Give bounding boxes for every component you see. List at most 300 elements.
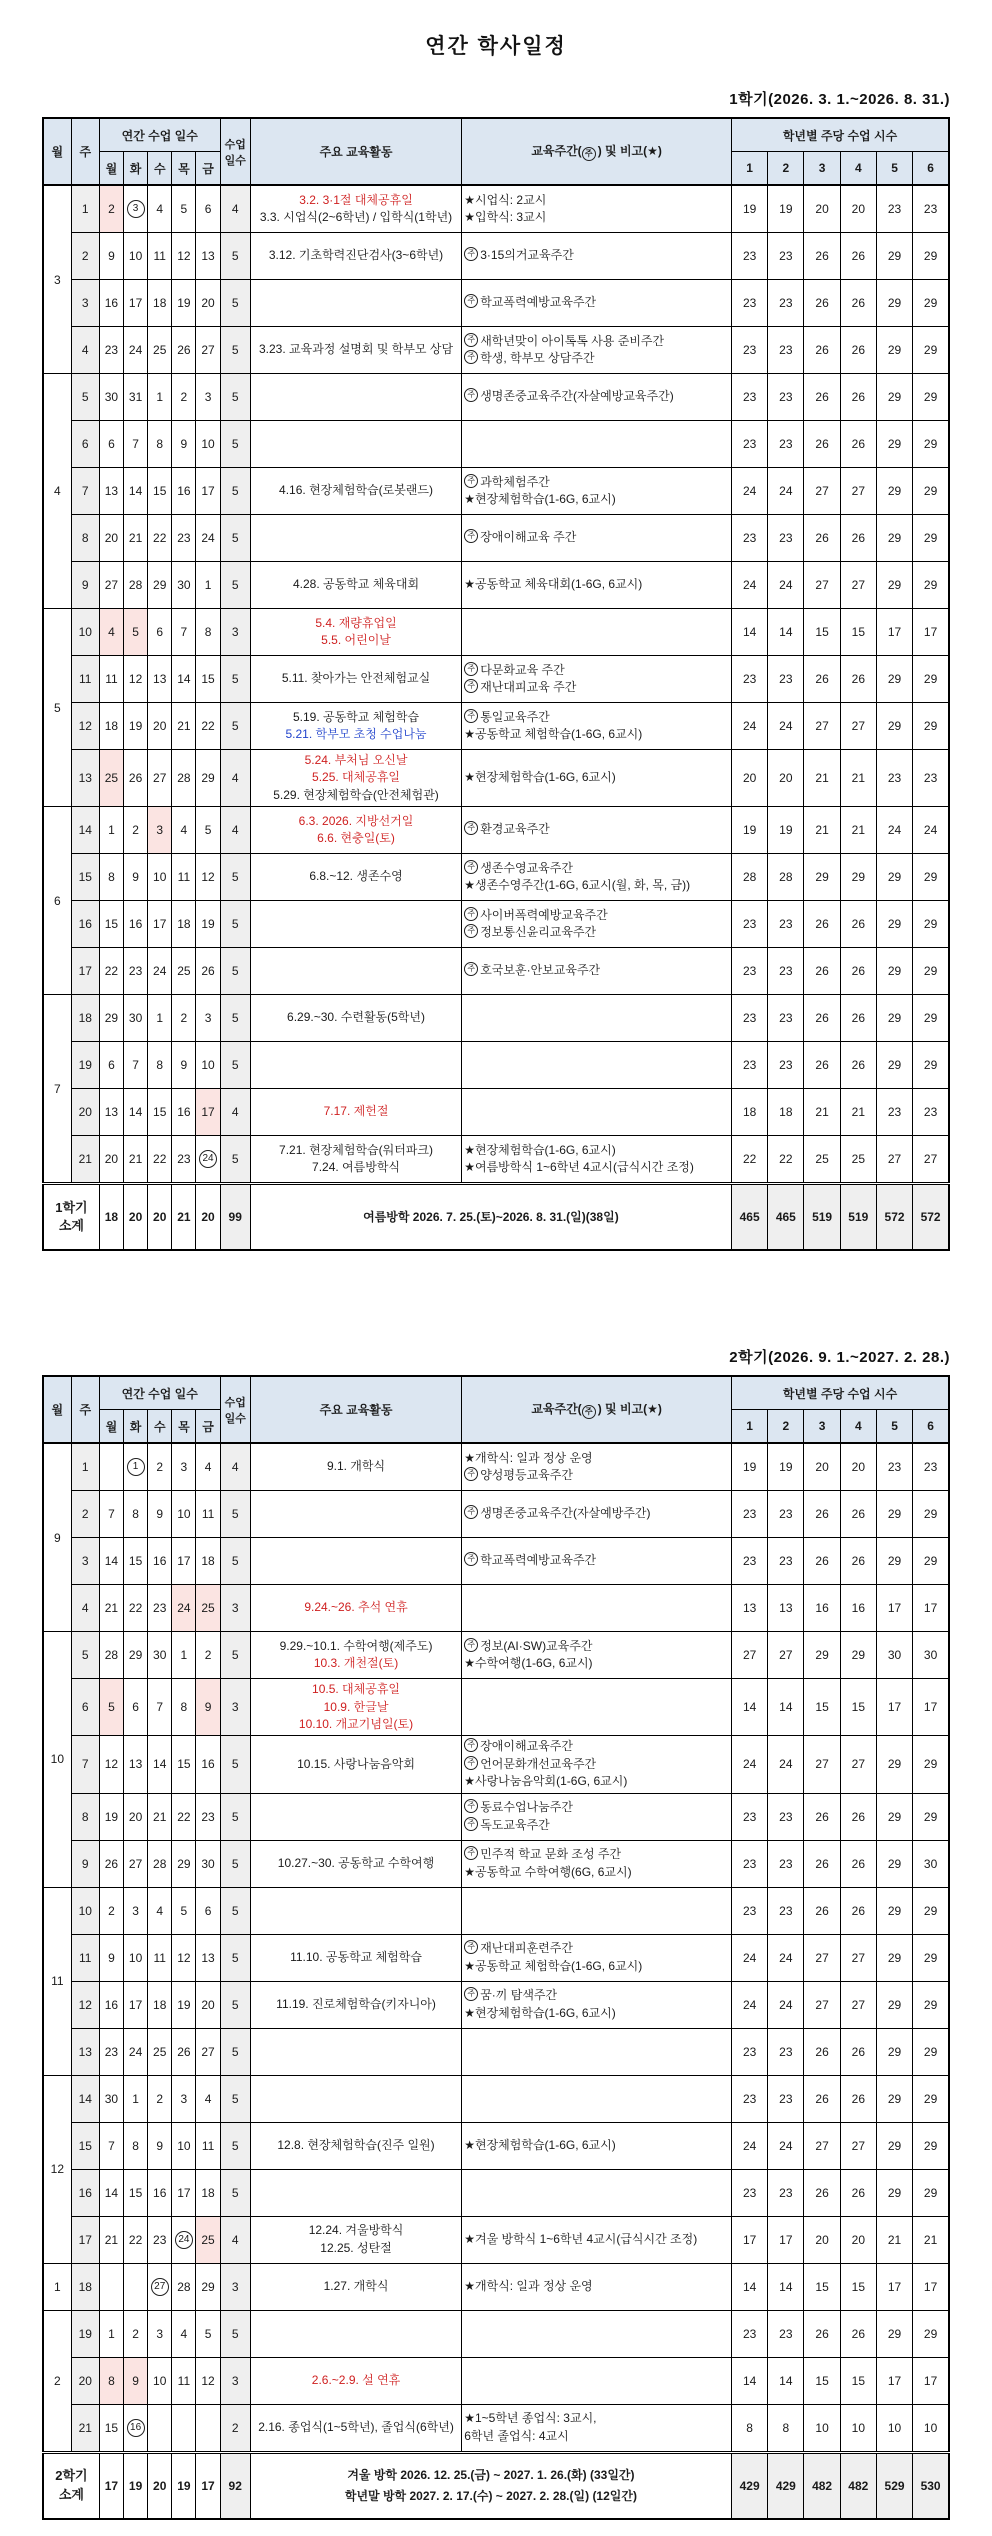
week-row (43, 2216, 949, 2263)
week-row (43, 2028, 949, 2075)
week-number-cell: 6 (71, 421, 99, 468)
date-cell: 28 (172, 2263, 196, 2310)
date-cell: 31 (124, 374, 148, 421)
activities-cell (250, 2263, 461, 2310)
date-cell (99, 2263, 123, 2310)
grade-4-hours-cell: 26 (840, 656, 876, 703)
grade-1-hours-cell: 23 (732, 280, 768, 327)
grade-6-hours-cell: 29 (913, 703, 949, 750)
header-notes: 교육주간( 주 ) 및 비고(★) (462, 1376, 732, 1443)
date-cell: 7 (124, 421, 148, 468)
date-cell: 15 (124, 1538, 148, 1585)
summary-weekday-total: 20 (124, 1184, 148, 1251)
grade-3-hours-cell: 26 (804, 948, 840, 995)
note-text: 겨울 방학식 1~6학년 4교시(급식시간 조정) (474, 2231, 698, 2246)
grade-2-hours-cell: 23 (768, 1538, 804, 1585)
activity-line: 1.27. 개학식 (323, 2278, 389, 2293)
grade-4-hours-cell: 26 (840, 2028, 876, 2075)
grade-6-hours-cell: 23 (913, 1443, 949, 1491)
activities-cell (250, 233, 461, 280)
activity-line: 12.25. 성탄절 (320, 2240, 392, 2255)
activity-line: 6.8.~12. 생존수영 (309, 869, 403, 884)
circled-date: 27 (151, 2278, 169, 2296)
circled-ju-marker: 주 (464, 350, 478, 364)
header-weekly-hours: 학년별 주당 수업 시수 (732, 118, 950, 152)
note-line (464, 294, 729, 311)
header-activities: 주요 교육활동 (250, 1376, 461, 1443)
grade-2-hours-cell: 23 (768, 1042, 804, 1089)
grade-5-hours-cell: 29 (876, 2028, 912, 2075)
activity-line: 5.11. 찾아가는 안전체험교실 (281, 671, 431, 686)
week-row (43, 185, 949, 233)
grade-6-hours-cell: 29 (913, 1887, 949, 1934)
notes-cell (462, 807, 732, 854)
date-cell: 29 (172, 1840, 196, 1887)
week-row (43, 948, 949, 995)
grade-2-hours-cell: 23 (768, 2310, 804, 2357)
star-marker: ★ (464, 1864, 475, 1879)
grade-1-hours-cell: 24 (732, 1736, 768, 1793)
header-week: 주 (71, 1376, 99, 1443)
date-cell: 29 (196, 750, 220, 807)
grade-3-hours-cell: 26 (804, 2169, 840, 2216)
grade-4-hours-cell: 26 (840, 1793, 876, 1840)
week-number-cell: 19 (71, 1042, 99, 1089)
header-grade-2: 2 (768, 152, 804, 186)
grade-3-hours-cell: 27 (804, 562, 840, 609)
activities-cell (250, 2216, 461, 2263)
grade-3-hours-cell: 26 (804, 656, 840, 703)
grade-6-hours-cell: 29 (913, 1042, 949, 1089)
grade-6-hours-cell: 29 (913, 995, 949, 1042)
semester2-header (43, 1376, 949, 1443)
week-number-cell: 7 (71, 1736, 99, 1793)
grade-4-hours-cell: 16 (840, 1585, 876, 1632)
header-row-1 (43, 118, 949, 152)
grade-4-hours-cell: 27 (840, 562, 876, 609)
notes-cell (462, 2169, 732, 2216)
date-cell: 24 (124, 327, 148, 374)
date-cell: 11 (196, 2122, 220, 2169)
summary-weekday-total: 20 (196, 1184, 220, 1251)
note-text: 사랑나눔음악회(1-6G, 6교시) (474, 1774, 628, 1789)
grade-6-hours-cell: 29 (913, 2169, 949, 2216)
date-cell: 14 (99, 1538, 123, 1585)
summary-weekday-total: 20 (148, 1184, 172, 1251)
vacation-info-cell: 여름방학 2026. 7. 25.(토)~2026. 8. 31.(일)(38일) (250, 1184, 731, 1251)
class-days-cell: 5 (220, 2075, 250, 2122)
date-cell: 24 (148, 948, 172, 995)
month-cell: 4 (43, 374, 71, 609)
grade-5-hours-cell: 29 (876, 562, 912, 609)
date-cell: 22 (172, 1793, 196, 1840)
activity-line: 5.19. 공동학교 체험학습 (292, 709, 420, 724)
date-cell: 4 (172, 2310, 196, 2357)
notes-cell (462, 2310, 732, 2357)
grade-6-hours-cell: 29 (913, 374, 949, 421)
grade-2-hours-cell: 23 (768, 421, 804, 468)
star-marker: ★ (464, 2411, 475, 2426)
date-cell: 7 (172, 609, 196, 656)
notes-cell (462, 2122, 732, 2169)
grade-2-hours-cell: 23 (768, 280, 804, 327)
date-cell: 1 (172, 1632, 196, 1679)
grade-3-hours-cell: 26 (804, 995, 840, 1042)
activity-line: 2.6.~2.9. 설 연휴 (311, 2372, 401, 2387)
week-number-cell: 20 (71, 2357, 99, 2404)
header-weekday-3: 수 (148, 1410, 172, 1444)
week-number-cell: 14 (71, 2075, 99, 2122)
grade-3-hours-cell: 26 (804, 1491, 840, 1538)
grade-4-hours-cell: 26 (840, 1042, 876, 1089)
grade-5-hours-cell: 23 (876, 185, 912, 233)
grade-1-hours-cell: 8 (732, 2404, 768, 2452)
grade-2-hours-cell: 23 (768, 233, 804, 280)
grade-2-hours-cell: 14 (768, 2357, 804, 2404)
note-text: 학교폭력예방교육주간 (480, 1553, 597, 1568)
grade-4-hours-cell: 21 (840, 1089, 876, 1136)
date-cell: 8 (172, 1679, 196, 1736)
activities-cell (250, 280, 461, 327)
date-cell: 18 (196, 1538, 220, 1585)
activities-cell (250, 750, 461, 807)
circled-ju-marker: 주 (464, 860, 478, 874)
date-cell: 6 (196, 185, 220, 233)
grade-5-hours-cell: 29 (876, 995, 912, 1042)
grade-6-hours-cell: 29 (913, 2122, 949, 2169)
grade-4-hours-cell: 27 (840, 1981, 876, 2028)
grade-4-hours-cell: 26 (840, 901, 876, 948)
date-cell: 10 (172, 2122, 196, 2169)
grade-5-hours-cell: 27 (876, 1136, 912, 1184)
date-cell (124, 2263, 148, 2310)
class-days-cell: 5 (220, 421, 250, 468)
circled-ju-marker: 주 (464, 1846, 478, 1860)
grade-5-hours-cell: 29 (876, 1981, 912, 2028)
month-cell: 2 (43, 2310, 71, 2452)
class-days-cell: 5 (220, 995, 250, 1042)
grade-5-hours-cell: 23 (876, 1443, 912, 1491)
note-text: 현장체험학습(1-6G, 6교시) (474, 2137, 616, 2152)
week-row (43, 1679, 949, 1736)
date-cell: 13 (124, 1736, 148, 1793)
week-number-cell: 13 (71, 750, 99, 807)
notes-cell (462, 2028, 732, 2075)
note-line (464, 1655, 729, 1672)
month-cell: 6 (43, 807, 71, 995)
grade-4-hours-cell: 15 (840, 1679, 876, 1736)
grade-4-hours-cell: 27 (840, 2122, 876, 2169)
grade-3-hours-cell: 25 (804, 1136, 840, 1184)
header-grade-6: 6 (913, 1410, 949, 1444)
date-cell: 5 (99, 1679, 123, 1736)
class-days-cell: 5 (220, 515, 250, 562)
class-days-cell: 4 (220, 185, 250, 233)
week-number-cell: 21 (71, 2404, 99, 2452)
date-cell: 12 (196, 2357, 220, 2404)
grade-1-hours-cell: 23 (732, 374, 768, 421)
circled-ju-marker: 주 (464, 529, 478, 543)
circled-ju-marker: 주 (464, 709, 478, 723)
grade-1-hours-cell: 14 (732, 609, 768, 656)
date-cell: 8 (99, 854, 123, 901)
class-days-cell: 5 (220, 656, 250, 703)
date-cell: 20 (196, 1981, 220, 2028)
week-number-cell: 5 (71, 1632, 99, 1679)
grade-6-hours-cell: 29 (913, 562, 949, 609)
grade-1-hours-cell: 23 (732, 421, 768, 468)
date-cell: 3 (124, 1887, 148, 1934)
note-line (464, 962, 729, 979)
week-row (43, 1491, 949, 1538)
grade-2-hours-cell: 23 (768, 1491, 804, 1538)
grade-2-hours-cell: 23 (768, 2169, 804, 2216)
grade-2-hours-cell: 23 (768, 948, 804, 995)
date-cell: 7 (148, 1679, 172, 1736)
week-number-cell: 6 (71, 1679, 99, 1736)
date-cell: 3 (148, 807, 172, 854)
grade-5-hours-cell: 29 (876, 1934, 912, 1981)
grade-4-hours-cell: 15 (840, 609, 876, 656)
semester1-summary-row (43, 1184, 949, 1251)
semester2-summary-row (43, 2452, 949, 2519)
header-class-days: 수업 일수 (220, 1376, 250, 1443)
note-text: 정보(AI·SW)교육주간 (480, 1638, 593, 1653)
grade-3-hours-cell: 29 (804, 854, 840, 901)
notes-cell (462, 1887, 732, 1934)
activities-cell (250, 1136, 461, 1184)
date-cell: 25 (172, 948, 196, 995)
note-line (464, 907, 729, 924)
week-row (43, 327, 949, 374)
grade-5-hours-cell: 29 (876, 2075, 912, 2122)
summary-weekday-total: 19 (124, 2452, 148, 2519)
summary-grade-2-total: 429 (768, 2452, 804, 2519)
grade-3-hours-cell: 27 (804, 468, 840, 515)
week-number-cell: 17 (71, 2216, 99, 2263)
note-text: 학생, 학부모 상담주간 (480, 351, 595, 365)
grade-4-hours-cell: 10 (840, 2404, 876, 2452)
date-cell: 26 (172, 327, 196, 374)
header-grade-5: 5 (876, 1410, 912, 1444)
summary-grade-2-total: 465 (768, 1184, 804, 1251)
note-line (464, 679, 729, 696)
grade-4-hours-cell: 26 (840, 995, 876, 1042)
note-line (464, 1799, 729, 1816)
date-cell: 5 (172, 185, 196, 233)
activities-cell (250, 2169, 461, 2216)
date-cell: 20 (148, 703, 172, 750)
notes-cell (462, 374, 732, 421)
date-cell: 2 (99, 1887, 123, 1934)
notes-cell (462, 1840, 732, 1887)
grade-5-hours-cell: 29 (876, 854, 912, 901)
activities-cell (250, 854, 461, 901)
grade-6-hours-cell: 29 (913, 2310, 949, 2357)
grade-3-hours-cell: 26 (804, 327, 840, 374)
grade-4-hours-cell: 26 (840, 948, 876, 995)
notes-cell (462, 1443, 732, 1491)
week-row (43, 854, 949, 901)
class-days-cell: 4 (220, 1089, 250, 1136)
grade-5-hours-cell: 29 (876, 1736, 912, 1793)
class-days-cell: 5 (220, 1538, 250, 1585)
summary-grade-4-total: 482 (840, 2452, 876, 2519)
activities-cell (250, 807, 461, 854)
week-number-cell: 16 (71, 2169, 99, 2216)
activities-cell (250, 2310, 461, 2357)
note-text: 현장체험학습(1-6G, 6교시) (474, 2005, 616, 2020)
date-cell: 2 (196, 1632, 220, 1679)
summary-label: 2학기 소계 (43, 2452, 99, 2519)
note-line (464, 1756, 729, 1773)
notes-cell (462, 1679, 732, 1736)
note-text: 현장체험학습(1-6G, 6교시) (474, 1142, 616, 1157)
note-text: 공동학교 수학여행(6G, 6교시) (474, 1864, 632, 1879)
header-grade-1: 1 (732, 152, 768, 186)
class-days-cell: 3 (220, 2263, 250, 2310)
note-text: 생명존중교육주간(자살예방교육주간) (480, 389, 674, 404)
week-row (43, 901, 949, 948)
notes-cell (462, 185, 732, 233)
activity-line: 10.10. 개교기념일(토) (298, 1716, 414, 1731)
summary-grade-5-total: 572 (876, 1184, 912, 1251)
semester2-subtitle: 2학기(2026. 9. 1.~2027. 2. 28.) (729, 1349, 950, 1367)
note-text: 개학식: 일과 정상 운영 (474, 1450, 593, 1465)
date-cell: 19 (172, 280, 196, 327)
activity-line: 9.29.~10.1. 수학여행(제주도) (279, 1638, 433, 1653)
grade-6-hours-cell: 29 (913, 1934, 949, 1981)
grade-3-hours-cell: 26 (804, 1840, 840, 1887)
grade-1-hours-cell: 24 (732, 468, 768, 515)
grade-6-hours-cell: 21 (913, 2216, 949, 2263)
date-cell: 29 (196, 2263, 220, 2310)
class-days-cell: 4 (220, 750, 250, 807)
header-annual-days: 연간 수업 일수 (99, 1376, 220, 1410)
vacation-info-cell: 겨울 방학 2026. 12. 25.(금) ~ 2027. 1. 26.(화) (33일간) 학년말 방학 2027. 2. 17.(수) ~ 2027. 2. 28.(일) (12일간) (250, 2452, 731, 2519)
date-cell: 23 (148, 2216, 172, 2263)
grade-1-hours-cell: 17 (732, 2216, 768, 2263)
grade-4-hours-cell: 20 (840, 185, 876, 233)
date-cell: 4 (148, 1887, 172, 1934)
grade-2-hours-cell: 24 (768, 703, 804, 750)
summary-class-days-total: 99 (220, 1184, 250, 1251)
grade-3-hours-cell: 10 (804, 2404, 840, 2452)
week-row (43, 2169, 949, 2216)
note-text: 재난대피교육 주간 (480, 680, 577, 694)
week-row (43, 1585, 949, 1632)
grade-4-hours-cell: 27 (840, 1736, 876, 1793)
notes-cell (462, 1538, 732, 1585)
activities-cell (250, 468, 461, 515)
star-marker: ★ (464, 2278, 475, 2293)
date-cell: 8 (148, 421, 172, 468)
notes-cell (462, 2075, 732, 2122)
note-line (464, 1552, 729, 1569)
date-cell: 28 (99, 1632, 123, 1679)
star-marker: ★ (464, 2137, 475, 2152)
activities-cell (250, 374, 461, 421)
circled-ju-marker: 주 (464, 821, 478, 835)
grade-4-hours-cell: 27 (840, 1934, 876, 1981)
week-number-cell: 16 (71, 901, 99, 948)
date-cell: 1 (148, 995, 172, 1042)
grade-1-hours-cell: 28 (732, 854, 768, 901)
note-text: 공동학교 체육대회(1-6G, 6교시) (474, 577, 643, 592)
date-cell: 9 (148, 2122, 172, 2169)
week-number-cell: 10 (71, 1887, 99, 1934)
date-cell: 22 (196, 703, 220, 750)
grade-4-hours-cell: 29 (840, 1632, 876, 1679)
date-cell: 10 (172, 1491, 196, 1538)
date-cell: 9 (172, 421, 196, 468)
date-cell: 24 (172, 1585, 196, 1632)
circled-ju-marker: 주 (582, 1405, 596, 1419)
date-cell: 10 (196, 421, 220, 468)
date-cell: 30 (99, 2075, 123, 2122)
notes-cell (462, 703, 732, 750)
date-cell: 15 (148, 1089, 172, 1136)
star-marker: ★ (464, 1160, 475, 1175)
grade-5-hours-cell: 10 (876, 2404, 912, 2452)
date-cell: 30 (148, 1632, 172, 1679)
summary-weekday-total: 19 (172, 2452, 196, 2519)
grade-6-hours-cell: 17 (913, 1679, 949, 1736)
week-number-cell: 19 (71, 2310, 99, 2357)
week-number-cell: 20 (71, 1089, 99, 1136)
grade-3-hours-cell: 21 (804, 750, 840, 807)
note-line (464, 1142, 729, 1159)
date-cell: 18 (148, 280, 172, 327)
activities-cell (250, 1585, 461, 1632)
grade-5-hours-cell: 29 (876, 1793, 912, 1840)
grade-2-hours-cell: 20 (768, 750, 804, 807)
date-cell: 12 (124, 656, 148, 703)
date-cell (172, 2404, 196, 2452)
note-text: 언어문화개선교육주간 (480, 1756, 597, 1771)
activities-cell (250, 185, 461, 233)
notes-cell (462, 280, 732, 327)
activity-line: 5.24. 부처님 오신날 (304, 753, 408, 767)
date-cell: 26 (99, 1840, 123, 1887)
grade-6-hours-cell: 30 (913, 1632, 949, 1679)
grade-3-hours-cell: 15 (804, 1679, 840, 1736)
grade-2-hours-cell: 24 (768, 562, 804, 609)
grade-3-hours-cell: 26 (804, 374, 840, 421)
grade-1-hours-cell: 19 (732, 1443, 768, 1491)
star-marker: ★ (464, 210, 475, 224)
note-line (464, 1159, 729, 1176)
date-cell: 15 (124, 2169, 148, 2216)
date-cell: 10 (196, 1042, 220, 1089)
grade-4-hours-cell: 15 (840, 2357, 876, 2404)
date-cell: 6 (99, 1042, 123, 1089)
date-cell: 18 (196, 2169, 220, 2216)
date-cell: 19 (124, 703, 148, 750)
class-days-cell: 5 (220, 2310, 250, 2357)
summary-weekday-total: 17 (99, 2452, 123, 2519)
grade-4-hours-cell: 27 (840, 703, 876, 750)
date-cell: 17 (124, 280, 148, 327)
date-cell: 19 (196, 901, 220, 948)
week-row (43, 1443, 949, 1491)
activities-cell (250, 2075, 461, 2122)
circled-ju-marker: 주 (464, 1638, 478, 1652)
date-cell: 4 (99, 609, 123, 656)
grade-1-hours-cell: 23 (732, 327, 768, 374)
activity-line: 9.24.~26. 추석 연휴 (304, 1600, 408, 1615)
month-cell: 11 (43, 1887, 71, 2075)
